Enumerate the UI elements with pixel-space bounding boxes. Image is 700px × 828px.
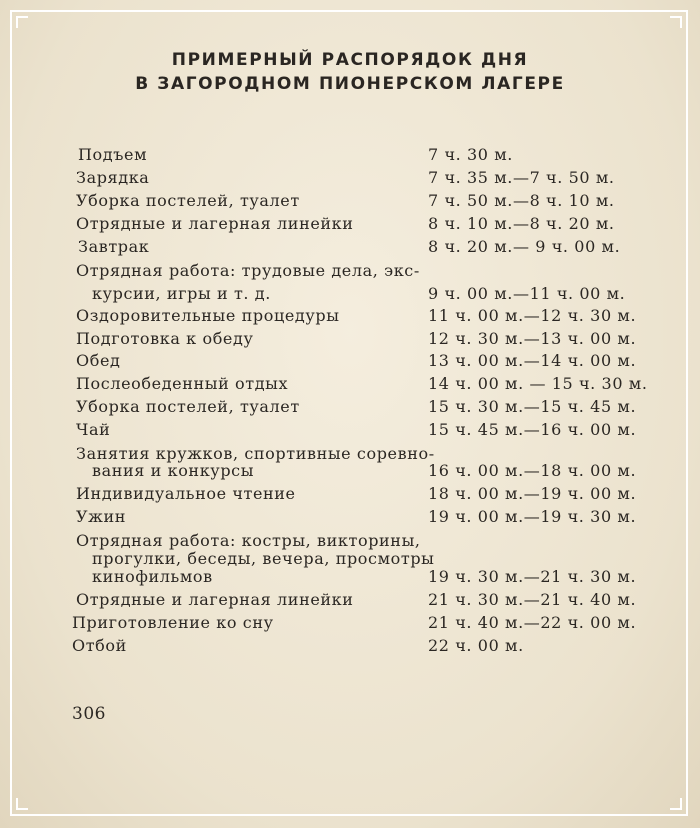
schedule-time: 16 ч. 00 м.—18 ч. 00 м.	[428, 461, 637, 480]
schedule-activity: Уборка постелей, туалет	[76, 191, 300, 210]
schedule-activity: Завтрак	[78, 237, 150, 256]
schedule-activity: Обед	[76, 351, 121, 370]
schedule-activity: Отрядная работа: трудовые дела, экс-	[76, 261, 420, 280]
schedule-activity: прогулки, беседы, вечера, просмотры	[92, 549, 435, 568]
schedule-time: 22 ч. 00 м.	[428, 636, 524, 655]
schedule-activity: Приготовление ко сну	[72, 613, 274, 632]
schedule-time: 15 ч. 45 м.—16 ч. 00 м.	[428, 420, 637, 439]
schedule-time: 14 ч. 00 м. — 15 ч. 30 м.	[428, 374, 648, 393]
page-number: 306	[72, 704, 106, 724]
schedule-activity: Отрядные и лагерная линейки	[76, 590, 354, 609]
schedule-time: 19 ч. 30 м.—21 ч. 30 м.	[428, 567, 637, 586]
schedule-activity: Зарядка	[76, 168, 150, 187]
schedule-activity: Подготовка к обеду	[76, 329, 254, 348]
schedule-time: 7 ч. 30 м.	[428, 145, 513, 164]
schedule-activity: Оздоровительные процедуры	[76, 306, 340, 325]
schedule-activity: Отрядные и лагерная линейки	[76, 214, 354, 233]
schedule-time: 8 ч. 20 м.— 9 ч. 00 м.	[428, 237, 621, 256]
schedule-activity: Занятия кружков, спортивные соревно-	[76, 444, 435, 463]
schedule-time: 7 ч. 50 м.—8 ч. 10 м.	[428, 191, 615, 210]
schedule-activity: Отбой	[72, 636, 127, 655]
schedule-time: 12 ч. 30 м.—13 ч. 00 м.	[428, 329, 637, 348]
schedule-activity: Индивидуальное чтение	[76, 484, 296, 503]
schedule-time: 7 ч. 35 м.—7 ч. 50 м.	[428, 168, 615, 187]
schedule-activity: Уборка постелей, туалет	[76, 397, 300, 416]
schedule-activity: Отрядная работа: костры, викторины,	[76, 531, 421, 550]
schedule-time: 8 ч. 10 м.—8 ч. 20 м.	[428, 214, 615, 233]
schedule-activity: кинофильмов	[92, 567, 213, 586]
schedule-activity: курсии, игры и т. д.	[92, 284, 271, 303]
schedule-time: 11 ч. 00 м.—12 ч. 30 м.	[428, 306, 637, 325]
page-title-line-2: В ЗАГОРОДНОМ ПИОНЕРСКОМ ЛАГЕРЕ	[135, 74, 565, 94]
schedule-time: 19 ч. 00 м.—19 ч. 30 м.	[428, 507, 637, 526]
schedule-activity: Чай	[76, 420, 111, 439]
schedule-time: 21 ч. 40 м.—22 ч. 00 м.	[428, 613, 637, 632]
page-title-line-1: ПРИМЕРНЫЙ РАСПОРЯДОК ДНЯ	[171, 50, 529, 70]
schedule-time: 13 ч. 00 м.—14 ч. 00 м.	[428, 351, 637, 370]
schedule-time: 18 ч. 00 м.—19 ч. 00 м.	[428, 484, 637, 503]
schedule-activity: Подъем	[78, 145, 148, 164]
schedule-activity: Ужин	[76, 507, 127, 526]
schedule-time: 21 ч. 30 м.—21 ч. 40 м.	[428, 590, 637, 609]
schedule-time: 15 ч. 30 м.—15 ч. 45 м.	[428, 397, 637, 416]
schedule-time: 9 ч. 00 м.—11 ч. 00 м.	[428, 284, 626, 303]
schedule-activity: Послеобеденный отдых	[76, 374, 289, 393]
schedule-activity: вания и конкурсы	[92, 461, 255, 480]
